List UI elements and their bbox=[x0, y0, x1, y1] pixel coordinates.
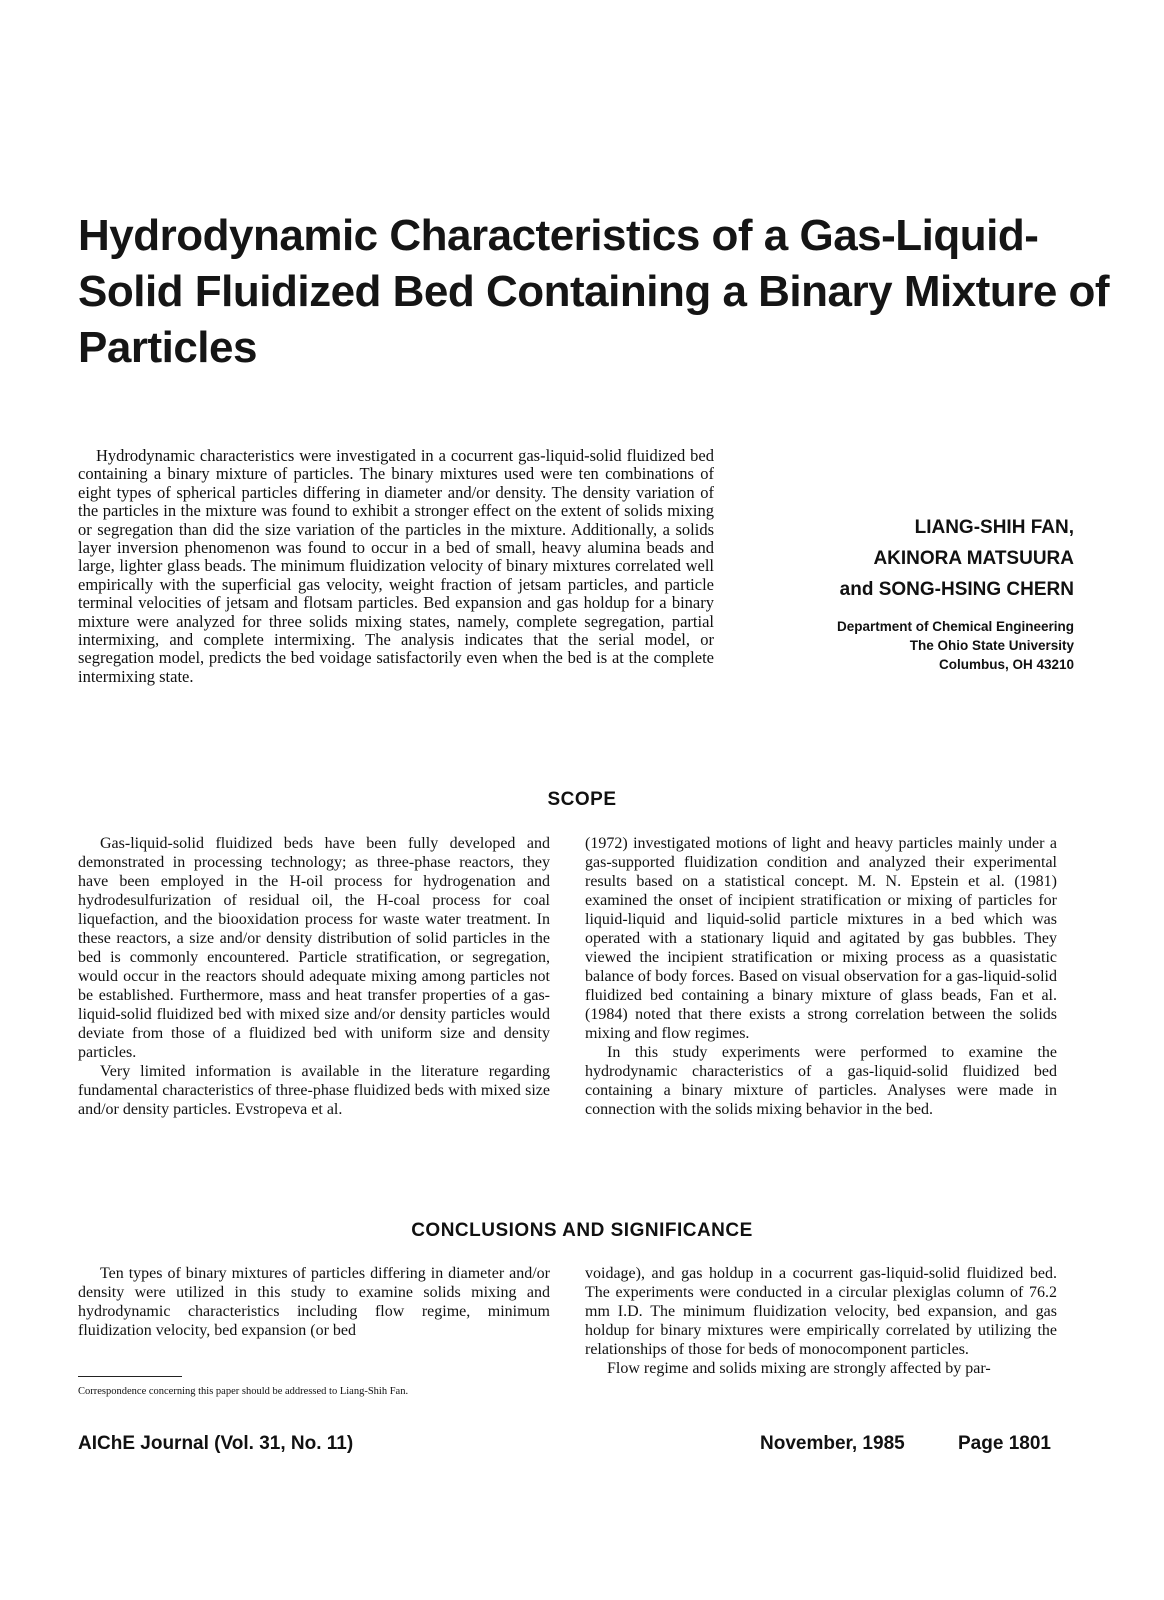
paper-title: Hydrodynamic Characteristics of a Gas-Liquid-Solid Fluidized Bed Containing a Binary Mixture of Particles bbox=[78, 211, 1110, 372]
footnote-divider bbox=[78, 1376, 182, 1377]
affiliation bbox=[744, 617, 1074, 674]
paragraph: (1972) investigated motions of light and heavy particles mainly under a gas-supported fluidization condition and analyzed their experimental results based on a statistical concept. M. N. Epstein et al. (1981) examined the onset of incipient stratification or mixing of particles for liquid-liquid and liquid-solid particle mixtures in a bed which was operated with a stationary liquid and agitated by gas bubbles. They viewed the incipient stratification or mixing process as a quasistatic balance of body forces. Based on visual observation for a gas-liquid-solid fluidized bed containing a binary mixture of glass beads, Fan et al. (1984) noted that there exists a strong correlation between the solids mixing and flow regimes. bbox=[585, 835, 1057, 1042]
abstract: Hydrodynamic characteristics were investigated in a cocurrent gas-liquid-solid fluidized bed containing a binary mixture of particles. The binary mixtures used were ten combinations of eight types of spherical particles differing in diameter and/or density. The density variation of the particles in the mixture was found to exhibit a stronger effect on the extent of solids mixing or segregation than did the size variation of the particles in the mixture. Additionally, a solids layer inversion phenomenon was found to occur in a bed of small, heavy alumina beads and large, lighter glass beads. The minimum fluidization velocity of binary mixtures correlated well empirically with the superficial gas velocity, weight fraction of jetsam particles, and particle terminal velocities of jetsam and flotsam particles. Bed expansion and gas holdup for a binary mixture were analyzed for three solids mixing states, namely, complete segregation, partial intermixing, and complete intermixing. The analysis indicates that the serial model, or segregation model, predicts the bed voidage satisfactorily even when the bed is at the complete intermixing state. bbox=[78, 446, 714, 686]
journal-reference: AIChE Journal (Vol. 31, No. 11) bbox=[78, 1433, 354, 1454]
publication-date: November, 1985 bbox=[760, 1433, 905, 1454]
author-name: LIANG-SHIH FAN, bbox=[914, 517, 1074, 538]
paragraph: Gas-liquid-solid fluidized beds have been fully developed and demonstrated in processing technology; as three-phase reactors, they have been employed in the H-oil process for hydrogenation and hydrodesulfurization of residual oil, the H-coal process for coal liquefaction, and the biooxidation process for waste water treatment. In these reactors, a size and/or density distribution of solid particles in the bed is commonly encountered. Particle stratification, or segregation, would occur in the reactors should adequate mixing among particles not be established. Furthermore, mass and heat transfer properties of a gas-liquid-solid fluidized bed with mixed size and/or density particles would deviate from those of a fluidized bed with uniform size and density particles. bbox=[78, 835, 550, 1061]
paragraph: Flow regime and solids mixing are strongly affected by par- bbox=[607, 1360, 991, 1377]
conclusions-right-column bbox=[585, 1264, 1057, 1378]
paragraph: voidage), and gas holdup in a cocurrent gas-liquid-solid fluidized bed. The experiments were conducted in a circular plexiglas column of 76.2 mm I.D. The minimum fluidization velocity, bed expansion, and gas holdup for binary mixtures were empirically correlated by utilizing the relationships of those for beds of monocomponent particles. bbox=[585, 1265, 1057, 1358]
affiliation-line: Department of Chemical Engineering bbox=[836, 619, 1074, 634]
author-block bbox=[744, 512, 1074, 674]
footnote: Correspondence concerning this paper should be addressed to Liang-Shih Fan. bbox=[78, 1386, 409, 1397]
paragraph: In this study experiments were performed to examine the hydrodynamic characteristics of a gas-liquid-solid fluidized bed containing a binary mixture of particles. Analyses were made in connection with the solids mixing behavior in the bed. bbox=[585, 1044, 1057, 1118]
scope-right-column bbox=[585, 834, 1057, 1119]
conclusions-heading: CONCLUSIONS AND SIGNIFICANCE bbox=[411, 1220, 753, 1241]
page-number: Page 1801 bbox=[958, 1433, 1051, 1454]
affiliation-line: Columbus, OH 43210 bbox=[938, 657, 1074, 672]
conclusions-left-column bbox=[78, 1264, 550, 1340]
paragraph: Very limited information is available in the literature regarding fundamental characteristics of three-phase fluidized beds with mixed size and/or density particles. Evstropeva et al. bbox=[78, 1063, 550, 1118]
scope-heading: SCOPE bbox=[547, 789, 617, 810]
author-name: AKINORA MATSUURA bbox=[873, 548, 1074, 569]
author-name: and SONG-HSING CHERN bbox=[839, 579, 1074, 600]
scope-left-column bbox=[78, 834, 550, 1119]
paragraph: Ten types of binary mixtures of particles differing in diameter and/or density were utilized in this study to examine solids mixing and hydrodynamic characteristics including flow regime, minimum fluidization velocity, bed expansion (or bed bbox=[78, 1265, 550, 1339]
affiliation-line: The Ohio State University bbox=[909, 638, 1074, 653]
